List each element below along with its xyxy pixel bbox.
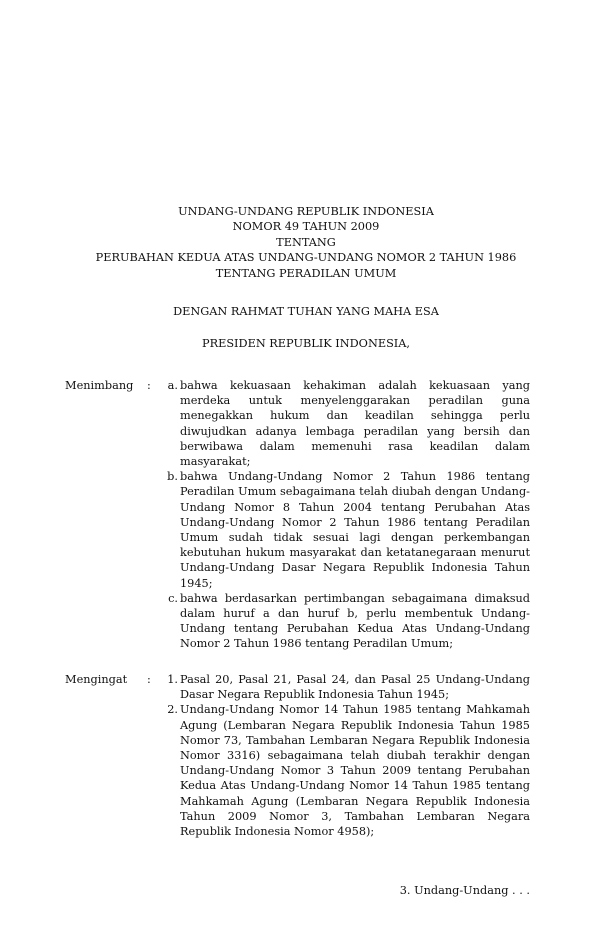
law-title-block xyxy=(0,204,612,281)
item-marker: 2. xyxy=(167,703,178,717)
blessing-line: DENGAN RAHMAT TUHAN YANG MAHA ESA xyxy=(173,305,439,318)
menimbang-item-a xyxy=(161,378,530,469)
law-number-line: NOMOR 49 TAHUN 2009 xyxy=(232,220,380,234)
item-text: Pasal 20, Pasal 21, Pasal 24, dan Pasal 25 Undang-Undang Dasar Negara Republik Indonesia Tahun 1945; xyxy=(180,673,530,702)
law-subject-line: PERUBAHAN KEDUA ATAS UNDANG-UNDANG NOMOR 2 TAHUN 1986 xyxy=(95,251,517,265)
item-marker: c. xyxy=(168,591,178,605)
mengingat-colon: : xyxy=(147,673,151,686)
item-text: bahwa berdasarkan pertimbangan sebagaimana dimaksud dalam huruf a dan huruf b, perlu membentuk Undang-Undang tentang Perubahan Kedua Atas Undang-Undang Nomor 2 Tahun 1986 tentang Peradilan Umum; xyxy=(180,591,530,651)
item-text: Undang-Undang Nomor 14 Tahun 1985 tentang Mahkamah Agung (Lembaran Negara Republik Indonesia Tahun 1985 Nomor 73, Tambahan Lembaran Negara Republik Indonesia Nomor 3316) sebagaimana telah diubah terakhir dengan Undang-Undang Nomor 3 Tahun 2009 tentang Perubahan Kedua Atas Undang-Undang Nomor 14 Tahun 1985 tentang Mahkamah Agung (Lembaran Negara Republik Indonesia Tahun 2009 Nomor 3, Tambahan Lembaran Negara Republik Indonesia Nomor 4958); xyxy=(180,703,530,839)
item-marker: 1. xyxy=(167,673,178,686)
item-marker: a. xyxy=(167,379,178,392)
law-title-line-1: UNDANG-UNDANG REPUBLIK INDONESIA xyxy=(178,205,434,218)
page-continuation-note: 3. Undang-Undang . . . xyxy=(399,884,530,897)
law-about-line: TENTANG xyxy=(276,235,336,249)
item-text: bahwa Undang-Undang Nomor 2 Tahun 1986 tentang Peradilan Umum sebagaimana telah diubah dengan Undang-Undang Nomor 8 Tahun 2004 tentang Perubahan Atas Undang-Undang Nomor 2 Tahun 1986 tentang Peradilan Umum sudah tidak sesuai lagi dengan perkembangan kebutuhan hukum masyarakat dan ketatanegaraan menurut Undang-Undang Dasar Negara Republik Indonesia Tahun 1945; xyxy=(180,470,530,590)
menimbang-label: Menimbang xyxy=(65,379,134,392)
mengingat-item-1 xyxy=(161,672,530,702)
menimbang-item-c xyxy=(161,591,530,652)
menimbang-items xyxy=(161,378,530,652)
item-text: bahwa kekuasaan kehakiman adalah kekuasaan yang merdeka untuk menyelenggarakan peradilan guna menegakkan hukum dan keadilan sehingga perlu diwujudkan adanya lembaga peradilan yang bersih dan berwibawa dalam memenuhi rasa keadilan dalam masyarakat; xyxy=(180,379,530,469)
mengingat-label: Mengingat xyxy=(65,673,128,686)
law-subject-line-2: TENTANG PERADILAN UMUM xyxy=(215,266,397,280)
menimbang-item-b xyxy=(161,469,530,591)
mengingat-item-2 xyxy=(161,702,530,839)
item-marker: b. xyxy=(167,470,178,484)
mengingat-items xyxy=(161,672,530,839)
menimbang-colon: : xyxy=(147,379,151,392)
president-line: PRESIDEN REPUBLIK INDONESIA, xyxy=(201,337,411,350)
